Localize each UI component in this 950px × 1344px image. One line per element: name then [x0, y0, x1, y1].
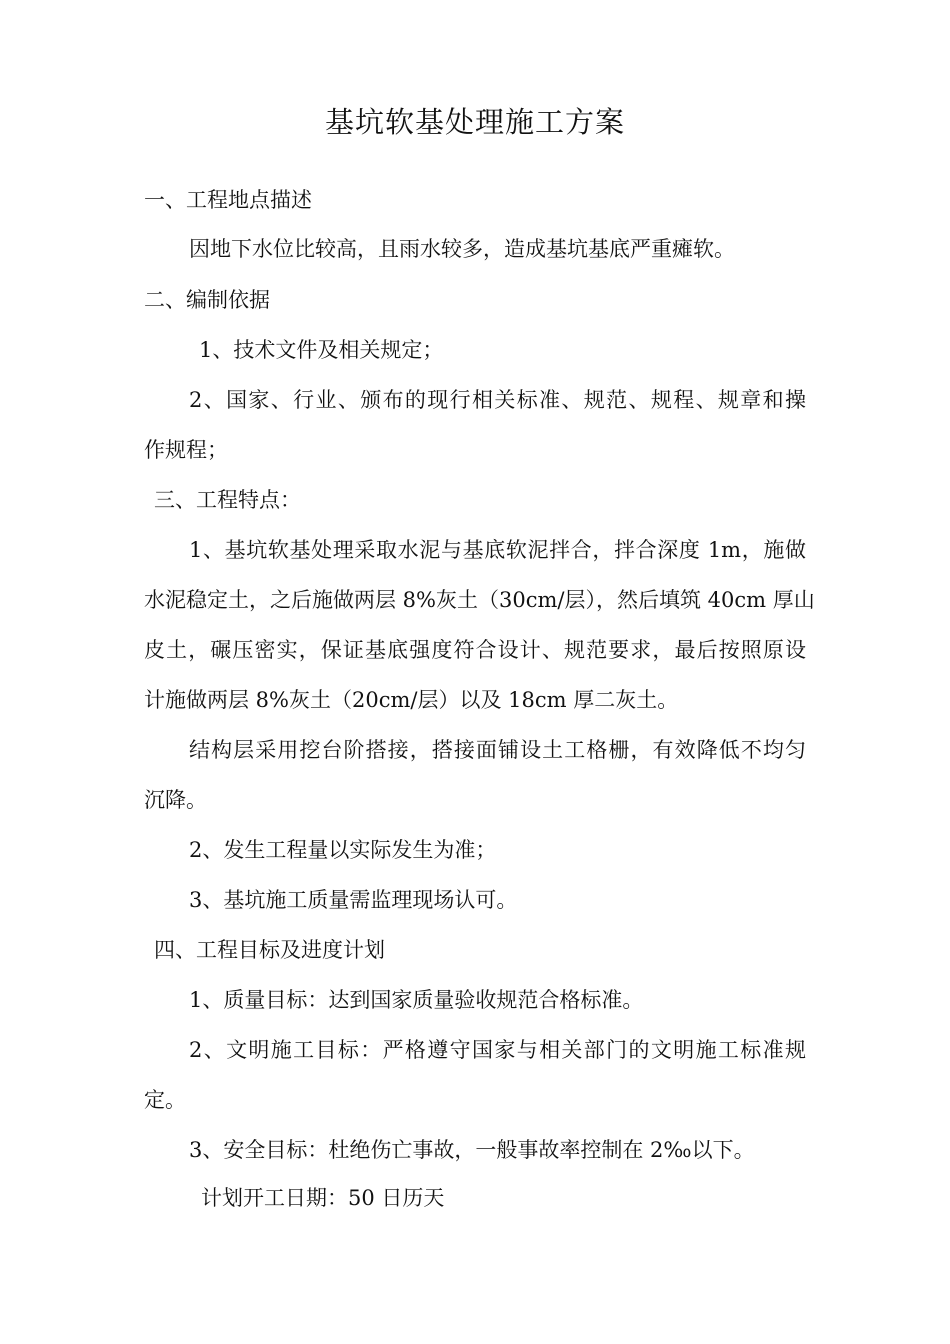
section-heading-4: 四、工程目标及进度计划	[154, 938, 385, 962]
section3-item-1-line-4: 计施做两层 8%灰土（20cm/层）以及 18cm 厚二灰土。	[144, 688, 679, 712]
section-heading-2: 二、编制依据	[144, 288, 270, 312]
section4-item-3: 3、安全目标：杜绝伤亡事故，一般事故率控制在 2‰以下。	[189, 1138, 755, 1162]
section3-item-1-line-2: 水泥稳定土，之后施做两层 8%灰土（30cm/层），然后填筑 40cm 厚山	[144, 588, 815, 612]
document-title: 基坑软基处理施工方案	[324, 105, 625, 139]
section1-text: 因地下水位比较高，且雨水较多，造成基坑基底严重瘫软。	[189, 237, 735, 261]
section3-item-1-line-1: 1、基坑软基处理采取水泥与基底软泥拌合，拌合深度 1m，施做	[189, 538, 806, 562]
section4-item-2-line-2: 定。	[144, 1088, 186, 1112]
section3-item-3: 3、基坑施工质量需监理现场认可。	[189, 888, 518, 912]
section2-item-2-line-1: 2、国家、行业、颁布的现行相关标准、规范、规程、规章和操	[189, 388, 806, 412]
section-heading-3: 三、工程特点：	[154, 488, 301, 512]
section2-item-2-line-2: 作规程；	[144, 438, 228, 462]
section3-item-2: 2、发生工程量以实际发生为准；	[189, 838, 497, 862]
section3-item-1-line-3: 皮土，碾压密实，保证基底强度符合设计、规范要求，最后按照原设	[144, 638, 806, 662]
schedule-text: 计划开工日期：50 日历天	[201, 1186, 445, 1210]
section4-item-2-line-1: 2、文明施工目标：严格遵守国家与相关部门的文明施工标准规	[189, 1038, 806, 1062]
section3-paragraph-line-1: 结构层采用挖台阶搭接，搭接面铺设土工格栅，有效降低不均匀	[189, 738, 806, 762]
section4-item-1: 1、质量目标：达到国家质量验收规范合格标准。	[189, 988, 644, 1012]
section2-item-1: 1、技术文件及相关规定；	[199, 338, 444, 362]
section3-paragraph-line-2: 沉降。	[144, 788, 207, 812]
section-heading-1: 一、工程地点描述	[144, 188, 312, 212]
